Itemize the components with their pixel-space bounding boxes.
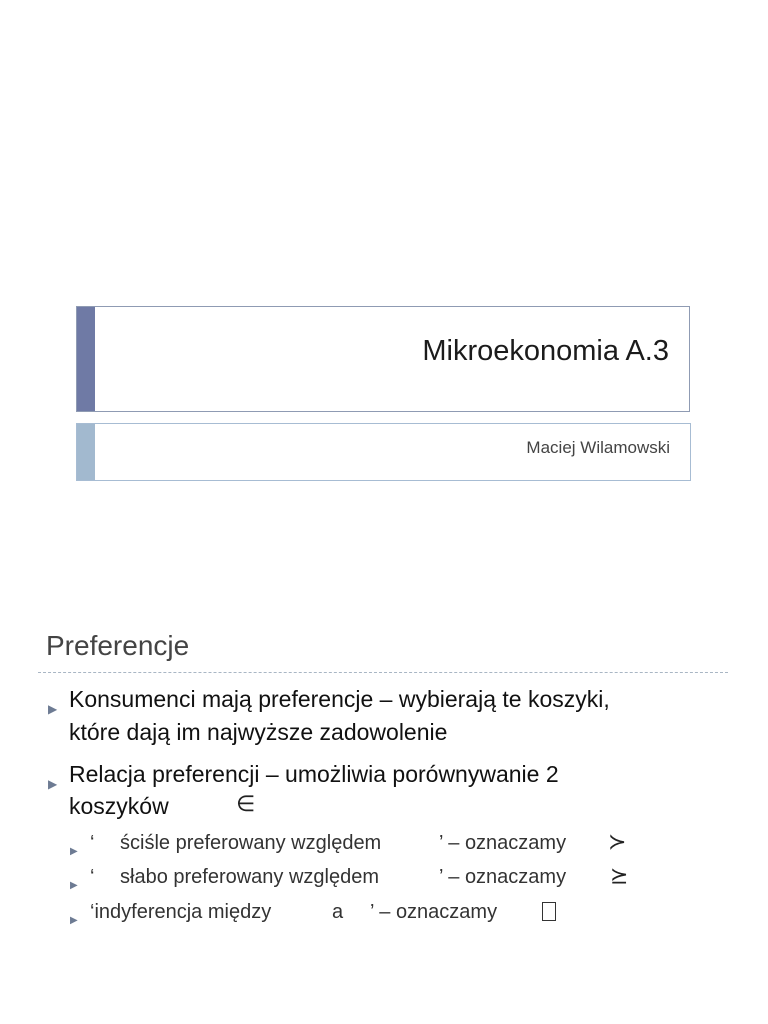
subbullet-1-quote: ‘	[90, 832, 95, 854]
subbullet-arrow-icon: ▶	[70, 846, 78, 857]
indifference-symbol-placeholder	[542, 902, 556, 921]
subbullet-arrow-icon: ▶	[70, 915, 78, 926]
subbullet-arrow-icon: ▶	[70, 880, 78, 891]
slide-author: Maciej Wilamowski	[526, 438, 670, 457]
subtitle-box	[76, 423, 691, 481]
subbullet-2-quote: ‘	[90, 866, 95, 888]
weak-preference-symbol: ⪰	[610, 864, 629, 889]
subbullet-2-text: słabo preferowany względem	[120, 866, 380, 888]
slide-title: Mikroekonomia A.3	[422, 335, 669, 367]
bullet-arrow-icon: ▶	[48, 777, 58, 791]
subbullet-3-mid: a	[332, 901, 344, 923]
subbullet-2-suffix: ’ – oznaczamy	[439, 866, 567, 888]
heading-divider	[38, 672, 728, 673]
bullet-arrow-icon: ▶	[48, 702, 58, 716]
subbullet-1-suffix: ’ – oznaczamy	[439, 832, 567, 854]
slide-heading: Preferencje	[46, 630, 190, 661]
subbullet-3-suffix: ’ – oznaczamy	[370, 901, 498, 923]
bullet-2-line1: Relacja preferencji – umożliwia porównywanie 2	[69, 761, 559, 787]
subbullet-3-text: ‘indyferencja między	[90, 901, 272, 923]
bullet-1-line2: które dają im najwyższe zadowolenie	[69, 719, 448, 745]
bullet-2-line2: koszyków	[69, 793, 169, 819]
title-accent-bar	[77, 307, 95, 411]
strict-preference-symbol: ≻	[608, 830, 627, 855]
subbullet-1-text: ściśle preferowany względem	[120, 832, 382, 854]
bullet-1-line1: Konsumenci mają preferencje – wybierają te koszyki,	[69, 686, 610, 712]
subtitle-accent-bar	[77, 424, 95, 480]
element-of-symbol: ∈	[236, 792, 256, 817]
title-box	[76, 306, 690, 412]
